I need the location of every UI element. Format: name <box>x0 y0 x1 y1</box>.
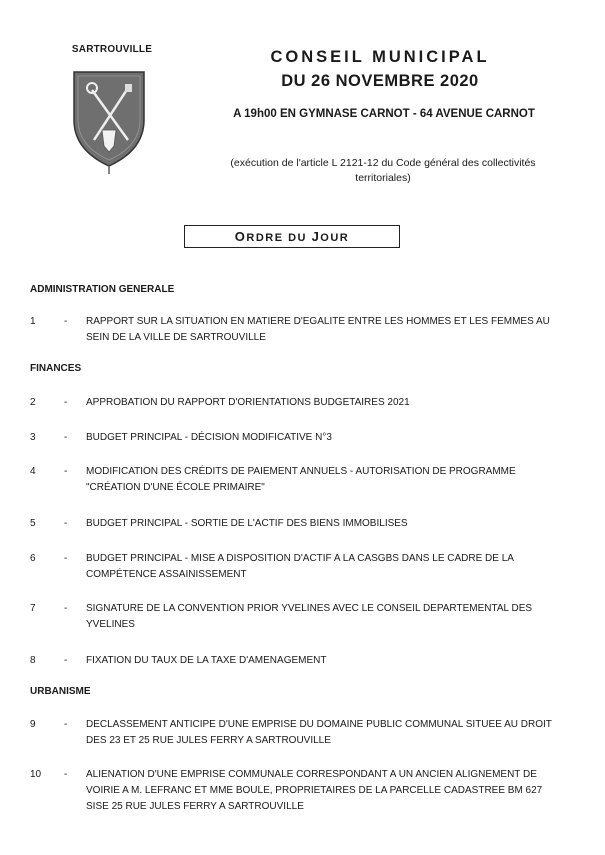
item-dash: - <box>64 655 68 666</box>
section-administration: ADMINISTRATION GENERALE <box>30 284 175 295</box>
agenda-heading-initial-3: J <box>311 229 321 244</box>
item-dash: - <box>64 769 68 780</box>
meeting-venue: A 19h00 EN GYMNASE CARNOT - 64 AVENUE CARNOT <box>233 108 535 120</box>
item-dash: - <box>64 397 68 408</box>
agenda-heading <box>184 225 400 248</box>
item-dash: - <box>64 466 68 477</box>
legal-note: (exécution de l'article L 2121-12 du Code général des collectivités territoriales) <box>230 157 536 184</box>
item-dash: - <box>64 719 68 730</box>
item-number: 7 <box>30 603 36 614</box>
item-number: 9 <box>30 719 36 730</box>
agenda-heading-initial-1: O <box>234 229 247 244</box>
item-text: BUDGET PRINCIPAL - DÉCISION MODIFICATIVE N°3 <box>86 432 332 443</box>
item-number: 5 <box>30 518 36 529</box>
agenda-heading-rest-1: RDRE <box>246 232 284 244</box>
section-urbanisme: URBANISME <box>30 686 91 697</box>
town-name: SARTROUVILLE <box>71 44 153 55</box>
section-finances: FINANCES <box>30 363 82 374</box>
agenda-heading-word-2: DU <box>288 232 307 244</box>
item-number: 8 <box>30 655 36 666</box>
agenda-heading-rest-3: OUR <box>320 232 350 244</box>
item-number: 6 <box>30 553 36 564</box>
item-dash: - <box>64 432 68 443</box>
item-number: 4 <box>30 466 36 477</box>
coat-of-arms-icon <box>70 70 148 174</box>
item-text: DECLASSEMENT ANTICIPE D'UNE EMPRISE DU DOMAINE PUBLIC COMMUNAL SITUEE AU DROIT DES 23 ET 25 RUE JULES FERRY A SARTROUVILLE <box>86 719 552 746</box>
item-text: BUDGET PRINCIPAL - MISE A DISPOSITION D'ACTIF A LA CASGBS DANS LE CADRE DE LA COMPÉTENCE ASSAINISSEMENT <box>86 553 514 580</box>
item-text: SIGNATURE DE LA CONVENTION PRIOR YVELINES AVEC LE CONSEIL DEPARTEMENTAL DES YVELINES <box>86 603 533 630</box>
item-number: 10 <box>30 769 42 780</box>
item-text: APPROBATION DU RAPPORT D'ORIENTATIONS BUDGETAIRES 2021 <box>86 397 410 408</box>
item-text: MODIFICATION DES CRÉDITS DE PAIEMENT ANNUELS - AUTORISATION DE PROGRAMME "CRÉATION D'UNE ÉCOLE PRIMAIRE" <box>86 466 516 493</box>
item-dash: - <box>64 603 68 614</box>
item-text: BUDGET PRINCIPAL - SORTIE DE L'ACTIF DES BIENS IMMOBILISES <box>86 518 408 529</box>
item-number: 1 <box>30 316 36 327</box>
item-text: FIXATION DU TAUX DE LA TAXE D'AMENAGEMENT <box>86 655 327 666</box>
item-number: 2 <box>30 397 36 408</box>
item-dash: - <box>64 553 68 564</box>
item-text: RAPPORT SUR LA SITUATION EN MATIERE D'EGALITE ENTRE LES HOMMES ET LES FEMMES AU SEIN DE LA VILLE DE SARTROUVILLE <box>86 316 550 343</box>
item-dash: - <box>64 518 68 529</box>
page-title: CONSEIL MUNICIPAL <box>270 48 490 66</box>
item-text: ALIENATION D'UNE EMPRISE COMMUNALE CORRESPONDANT A UN ANCIEN ALIGNEMENT DE VOIRIE A M. LEFRANC ET MME BOULE, PROPRIETAIRES DE LA PARCELLE CADASTREE BM 627 SISE 25 RUE JULES FERRY A SARTROUVILLE <box>86 769 543 812</box>
item-dash: - <box>64 316 68 327</box>
meeting-date: DU 26 NOVEMBRE 2020 <box>281 72 479 90</box>
item-number: 3 <box>30 432 36 443</box>
